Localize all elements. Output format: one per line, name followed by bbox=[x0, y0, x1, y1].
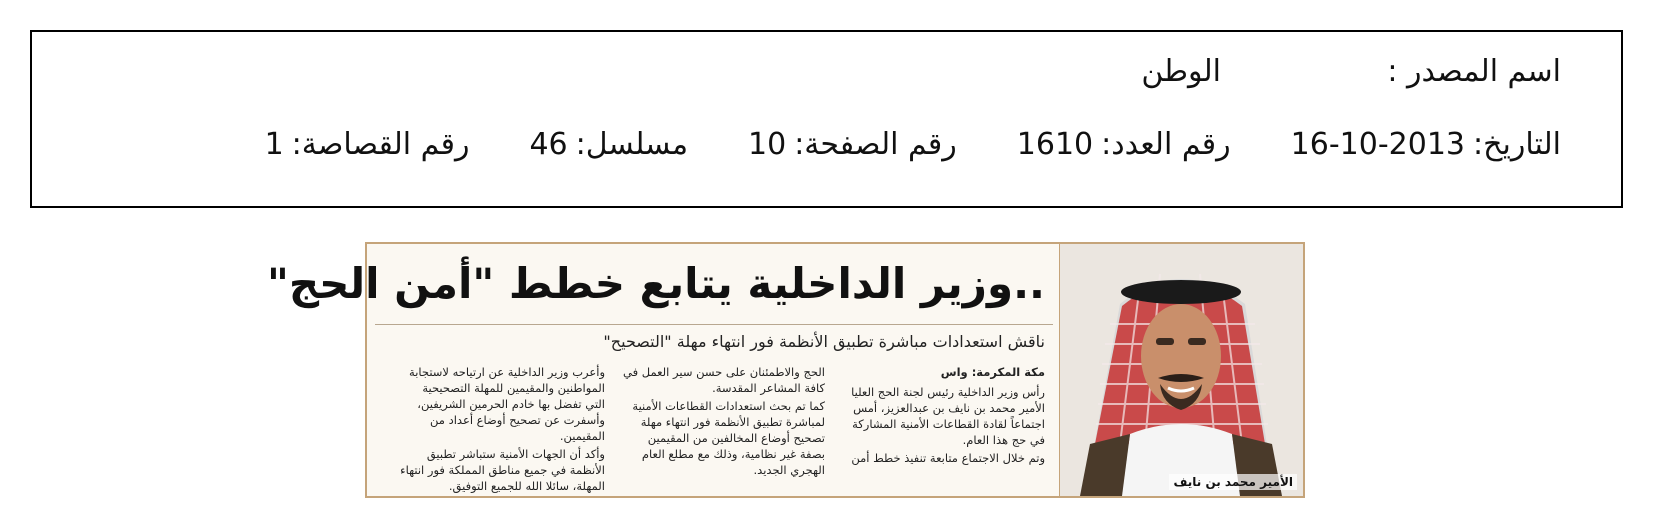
article-column-2 bbox=[620, 364, 825, 480]
meta-clip bbox=[265, 127, 470, 163]
source-label: اسم المصدر : bbox=[1387, 54, 1561, 89]
column-paragraph: الحج والاطمئنان على حسن سير العمل في كافة المشاعر المقدسة. bbox=[623, 365, 825, 395]
article-dateline: مكة المكرمة: واس bbox=[940, 365, 1045, 379]
meta-clip-label: رقم القصاصة: bbox=[291, 127, 470, 162]
column-paragraph: رأس وزير الداخلية رئيس لجنة الحج العليا الأمير محمد بن نايف بن عبدالعزيز، أمس اجتماعاً لقادة القطاعات الأمنية المشاركة في حج هذا العام. bbox=[851, 385, 1045, 447]
article-column-3 bbox=[400, 364, 605, 496]
meta-row bbox=[265, 127, 1561, 163]
meta-date bbox=[1291, 127, 1561, 163]
source-info-box bbox=[30, 30, 1623, 208]
meta-clip-value: 1 bbox=[264, 127, 284, 162]
photo-caption: الأمير محمد بن نايف bbox=[1169, 474, 1297, 490]
portrait-illustration bbox=[1060, 244, 1303, 496]
meta-serial-value: 46 bbox=[529, 127, 568, 162]
article-headline: ..وزير الداخلية يتابع خطط "أمن الحج" bbox=[266, 259, 1045, 308]
source-value: الوطن bbox=[1141, 54, 1221, 89]
meta-date-value: 2013-10-16 bbox=[1290, 127, 1466, 162]
meta-date-label: التاريخ: bbox=[1473, 127, 1561, 162]
column-paragraph: كما تم بحث استعدادات القطاعات الأمنية لمباشرة تطبيق الأنظمة فور انتهاء مهلة تصحيح أوضاع المخالفين من المقيمين بصفة غير نظامية، وذلك مع مطلع العام الهجري الجديد. bbox=[632, 399, 825, 477]
portrait-photo bbox=[1059, 244, 1303, 496]
meta-issue-value: 1610 bbox=[1016, 127, 1094, 162]
meta-page-value: 10 bbox=[748, 127, 787, 162]
meta-issue-label: رقم العدد: bbox=[1101, 127, 1231, 162]
meta-serial-label: مسلسل: bbox=[575, 127, 689, 162]
newspaper-clipping bbox=[266, 242, 1305, 498]
article-column-1 bbox=[840, 364, 1045, 468]
meta-issue bbox=[1017, 127, 1231, 163]
article-subheadline: ناقش استعدادات مباشرة تطبيق الأنظمة فور انتهاء مهلة "التصحيح" bbox=[603, 332, 1045, 351]
column-paragraph: وأعرب وزير الداخلية عن ارتياحه لاستجابة المواطنين والمقيمين للمهلة التصحيحية التي تفضل بها خادم الحرمين الشريفين، وأسفرت عن تصحيح أوضاع أعداد من المقيمين. bbox=[409, 365, 605, 443]
column-paragraph: وأكد أن الجهات الأمنية ستباشر تطبيق الأنظمة في جميع مناطق المملكة فور انتهاء المهلة، سائلا الله للجميع التوفيق. bbox=[400, 447, 605, 493]
column-paragraph: وتم خلال الاجتماع متابعة تنفيذ خطط أمن bbox=[851, 451, 1045, 465]
headline-divider bbox=[375, 324, 1053, 325]
meta-page bbox=[748, 127, 957, 163]
meta-page-label: رقم الصفحة: bbox=[794, 127, 957, 162]
meta-serial bbox=[529, 127, 688, 163]
